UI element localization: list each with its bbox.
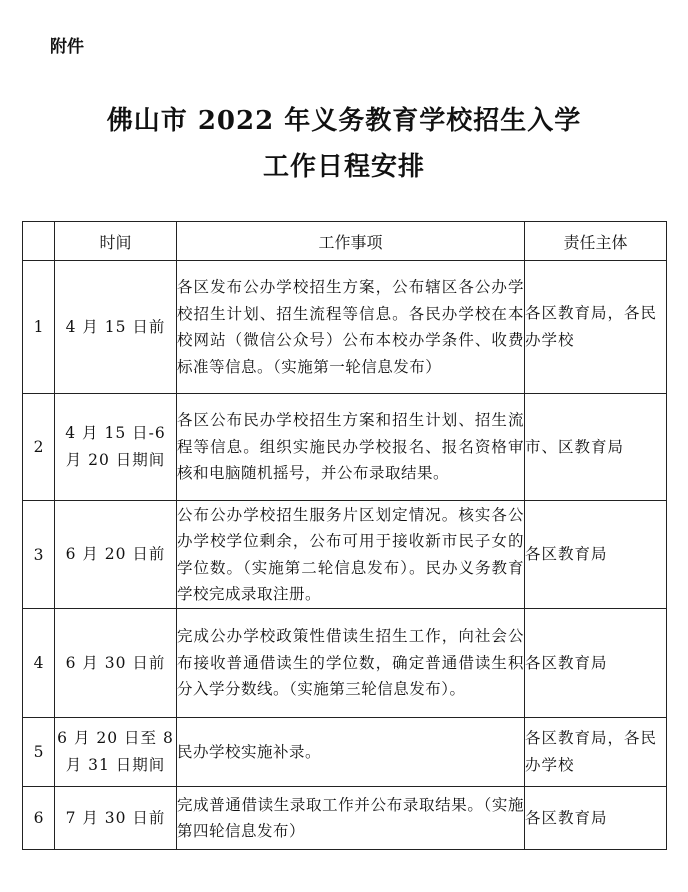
attachment-label: 附件 xyxy=(50,37,84,57)
header-task: 工作事项 xyxy=(177,222,525,261)
row-time: 7 月 30 日前 xyxy=(55,787,177,850)
schedule-table xyxy=(22,221,667,850)
table-row xyxy=(23,501,667,609)
row-time: 4 月 15 日前 xyxy=(55,261,177,394)
header-number xyxy=(23,222,55,261)
document-title xyxy=(0,98,688,190)
header-owner: 责任主体 xyxy=(525,222,667,261)
row-owner: 各区教育局，各民办学校 xyxy=(525,718,667,787)
row-number: 6 xyxy=(23,787,55,850)
title-line-1: 佛山市 2022 年义务教育学校招生入学 xyxy=(106,106,582,136)
row-task: 各区公布民办学校招生方案和招生计划、招生流程等信息。组织实施民办学校报名、报名资格审核和电脑随机摇号，并公布录取结果。 xyxy=(177,394,525,501)
row-time: 4 月 15 日-6 月 20 日期间 xyxy=(55,394,177,501)
table-row xyxy=(23,787,667,850)
row-owner: 各区教育局 xyxy=(525,501,667,609)
row-time: 6 月 20 日至 8 月 31 日期间 xyxy=(55,718,177,787)
table-row xyxy=(23,718,667,787)
table-row xyxy=(23,261,667,394)
header-row xyxy=(23,222,667,261)
row-task: 民办学校实施补录。 xyxy=(177,718,525,787)
row-task: 公布公办学校招生服务片区划定情况。核实各公办学校学位剩余，公布可用于接收新市民子女的学位数。（实施第二轮信息发布）。民办义务教育学校完成录取注册。 xyxy=(177,501,525,609)
row-task: 完成普通借读生录取工作并公布录取结果。（实施第四轮信息发布） xyxy=(177,787,525,850)
table-row xyxy=(23,394,667,501)
row-number: 1 xyxy=(23,261,55,394)
title-line-2: 工作日程安排 xyxy=(262,152,425,182)
row-owner: 市、区教育局 xyxy=(525,394,667,501)
row-number: 2 xyxy=(23,394,55,501)
row-owner: 各区教育局 xyxy=(525,609,667,718)
row-task: 完成公办学校政策性借读生招生工作，向社会公布接收普通借读生的学位数，确定普通借读生积分入学分数线。（实施第三轮信息发布）。 xyxy=(177,609,525,718)
row-task: 各区发布公办学校招生方案，公布辖区各公办学校招生计划、招生流程等信息。各民办学校在本校网站（微信公众号）公布本校办学条件、收费标准等信息。（实施第一轮信息发布） xyxy=(177,261,525,394)
row-owner: 各区教育局，各民办学校 xyxy=(525,261,667,394)
row-number: 4 xyxy=(23,609,55,718)
header-time: 时间 xyxy=(55,222,177,261)
row-number: 5 xyxy=(23,718,55,787)
row-owner: 各区教育局 xyxy=(525,787,667,850)
row-time: 6 月 30 日前 xyxy=(55,609,177,718)
row-time: 6 月 20 日前 xyxy=(55,501,177,609)
table-row xyxy=(23,609,667,718)
row-number: 3 xyxy=(23,501,55,609)
